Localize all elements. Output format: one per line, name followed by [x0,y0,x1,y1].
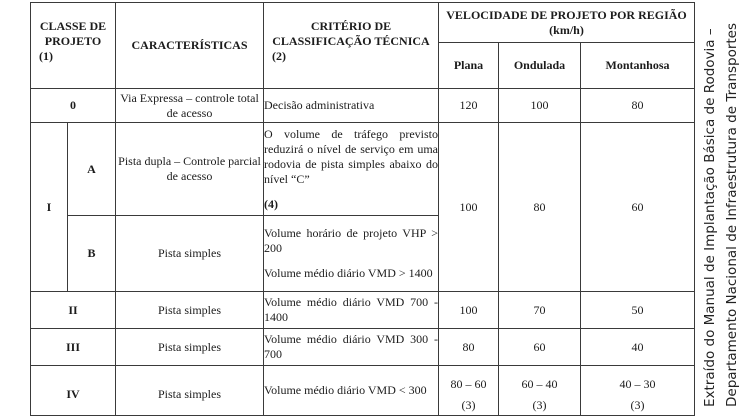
speed-range: 40 – 30 [619,376,656,391]
caracteristicas-cell: Pista dupla – Controle parcial de acesso [116,123,264,216]
criterio-text: Volume horário de projeto VHP > 200 [264,226,438,255]
class-cell [31,366,116,416]
speed-montanhosa-cell: 80 [581,89,695,123]
criterio-cell [264,123,439,216]
criterio-cell: Volume médio diário VMD 300 - 700 [264,329,439,366]
caracteristicas-text: Pista simples [157,387,221,401]
caracteristicas-cell: Pista simples [116,292,264,329]
criterio-cell: Decisão administrativa [264,89,439,123]
speed-montanhosa-cell: 60 [581,123,695,292]
header-cell-classe [31,3,116,89]
table-row-class-IV [31,366,695,416]
header-criterio-note: (2) [272,49,286,63]
speed-montanhosa-cell [581,366,695,416]
header-classe-note: (1) [39,49,53,63]
speed-footnote: (3) [630,397,645,412]
criterio-footnote: (4) [264,196,278,211]
criterio-text: Volume médio diário VMD > 1400 [264,266,433,280]
speed-ondulada-cell [499,366,581,416]
class-cell: II [31,292,116,329]
header-cell-caracteristicas: CARACTERÍSTICAS [116,3,264,89]
class-cell: 0 [31,89,116,123]
header-row [31,3,695,43]
caracteristicas-cell: Pista simples [116,216,264,292]
caracteristicas-cell [116,366,264,416]
subclass-cell: A [68,123,116,216]
class-label: IV [66,387,80,401]
speed-ondulada-cell: 60 [499,329,581,366]
speed-ondulada-cell: 80 [499,123,581,292]
speed-range: 80 – 60 [450,376,487,391]
header-cell-velocidade: VELOCIDADE DE PROJETO POR REGIÃO (km/h) [439,3,695,43]
subclass-cell: B [68,216,116,292]
speed-footnote: (3) [532,397,547,412]
criterio-cell: Volume médio diário VMD 700 - 1400 [264,292,439,329]
speed-montanhosa-cell: 50 [581,292,695,329]
speed-montanhosa-cell: 40 [581,329,695,366]
criterio-cell: Volume médio diário VMD < 300 [264,366,439,416]
speed-range: 60 – 40 [521,376,558,391]
class-cell: III [31,329,116,366]
class-cell: I [31,123,68,292]
speed-ondulada-cell: 70 [499,292,581,329]
caracteristicas-cell: Via Expressa – controle total de acesso [116,89,264,123]
speed-plana-cell: 120 [439,89,499,123]
speed-plana-cell: 100 [439,292,499,329]
speed-plana-cell [439,366,499,416]
table-row-class-0 [31,89,695,123]
header-cell-ondulada: Ondulada [499,43,581,89]
source-citation-line2: Departamento Nacional de Infraestrutura de Transportes [724,22,740,407]
header-criterio-title: CRITÉRIO DE CLASSIFICAÇÃO TÉCNICA [272,19,430,48]
header-cell-criterio [264,3,439,89]
speed-plana-cell: 100 [439,123,499,292]
header-cell-plana: Plana [439,43,499,89]
criterio-cell [264,216,439,292]
caracteristicas-cell: Pista simples [116,329,264,366]
table-row-class-III [31,329,695,366]
table-row-class-II [31,292,695,329]
criterio-text: O volume de tráfego previsto reduzirá o nível de serviço em uma rodovia de pista simples abaixo do nível “C” [264,126,438,186]
speed-plana-cell: 80 [439,329,499,366]
header-classe-title: CLASSE DE PROJETO [39,19,107,48]
classification-table [30,2,695,416]
source-citation-line1: Extraído do Manual de Implantação Básica de Rodovia – [702,28,718,407]
table-row-class-IA [31,123,695,216]
header-cell-montanhosa: Montanhosa [581,43,695,89]
speed-ondulada-cell: 100 [499,89,581,123]
speed-footnote: (3) [461,397,476,412]
source-citation [699,23,743,407]
